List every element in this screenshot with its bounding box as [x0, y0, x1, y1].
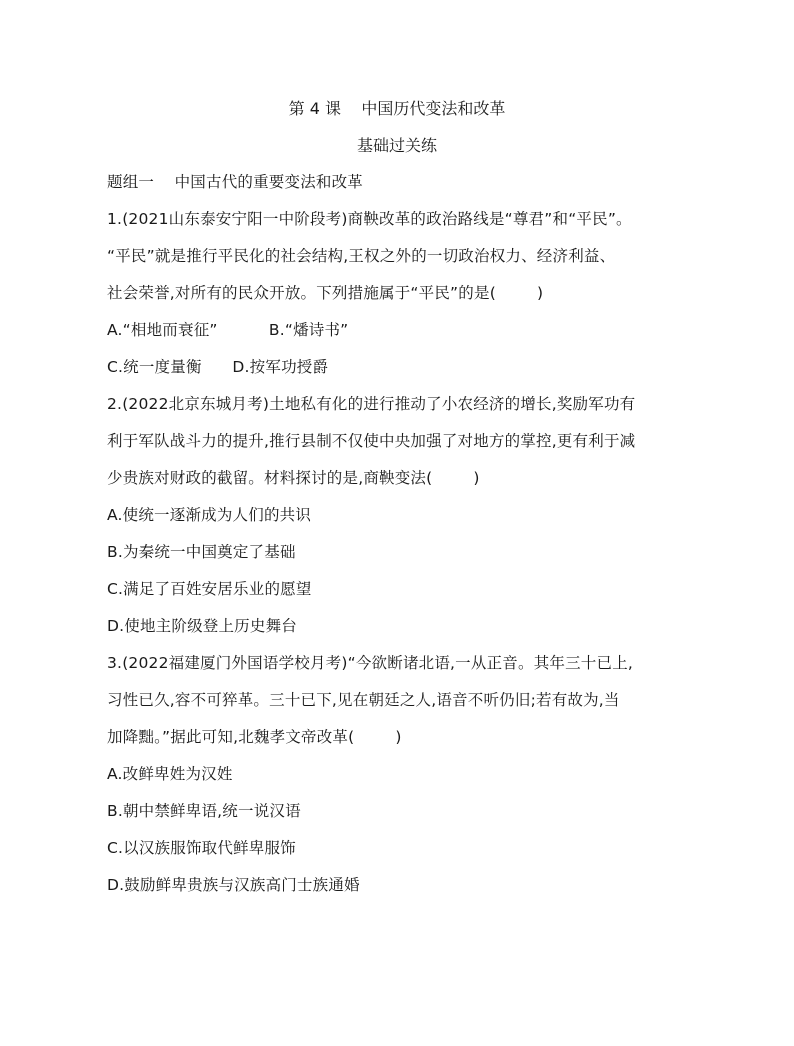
question-stem-line: 2.(2022北京东城月考)土地私有化的进行推动了小农经济的增长,奖励军功有	[107, 395, 636, 413]
question-stem-line: 习性已久,容不可猝革。三十已下,见在朝廷之人,语音不听仍旧;若有故为,当	[107, 691, 620, 709]
option-line: C.以汉族服饰取代鲜卑服饰	[107, 839, 296, 857]
question-stem-line: 利于军队战斗力的提升,推行县制不仅使中央加强了对地方的掌控,更有利于减	[107, 432, 636, 450]
option-line: B.为秦统一中国奠定了基础	[107, 543, 296, 561]
option-line: C.统一度量衡 D.按军功授爵	[107, 358, 329, 376]
question-stem-line: 少贵族对财政的截留。材料探讨的是,商鞅变法( )	[107, 469, 480, 487]
question-stem-line: 1.(2021山东泰安宁阳一中阶段考)商鞅改革的政治路线是“尊君”和“平民”。	[107, 210, 632, 228]
option-line: C.满足了百姓安居乐业的愿望	[107, 580, 312, 598]
option-line: B.朝中禁鲜卑语,统一说汉语	[107, 802, 301, 820]
question-stem-line: “平民”就是推行平民化的社会结构,王权之外的一切政治权力、经济利益、	[107, 247, 616, 265]
option-line: A.使统一逐渐成为人们的共识	[107, 506, 312, 524]
lesson-title: 第 4 课 中国历代变法和改革	[288, 99, 506, 118]
question-stem-line: 3.(2022福建厦门外国语学校月考)“今欲断诸北语,一从正音。其年三十已上,	[107, 654, 634, 672]
option-line: D.鼓励鲜卑贵族与汉族高门士族通婚	[107, 876, 360, 894]
section-title: 基础过关练	[356, 136, 437, 155]
option-line: D.使地主阶级登上历史舞台	[107, 617, 297, 635]
question-stem-line: 加降黜。”据此可知,北魏孝文帝改革( )	[107, 728, 402, 746]
option-line: A.改鲜卑姓为汉姓	[107, 765, 233, 783]
option-line: A.“相地而衰征” B.“燔诗书”	[107, 321, 349, 339]
group-heading: 题组一 中国古代的重要变法和改革	[107, 173, 364, 191]
question-stem-line: 社会荣誉,对所有的民众开放。下列措施属于“平民”的是( )	[107, 284, 544, 302]
